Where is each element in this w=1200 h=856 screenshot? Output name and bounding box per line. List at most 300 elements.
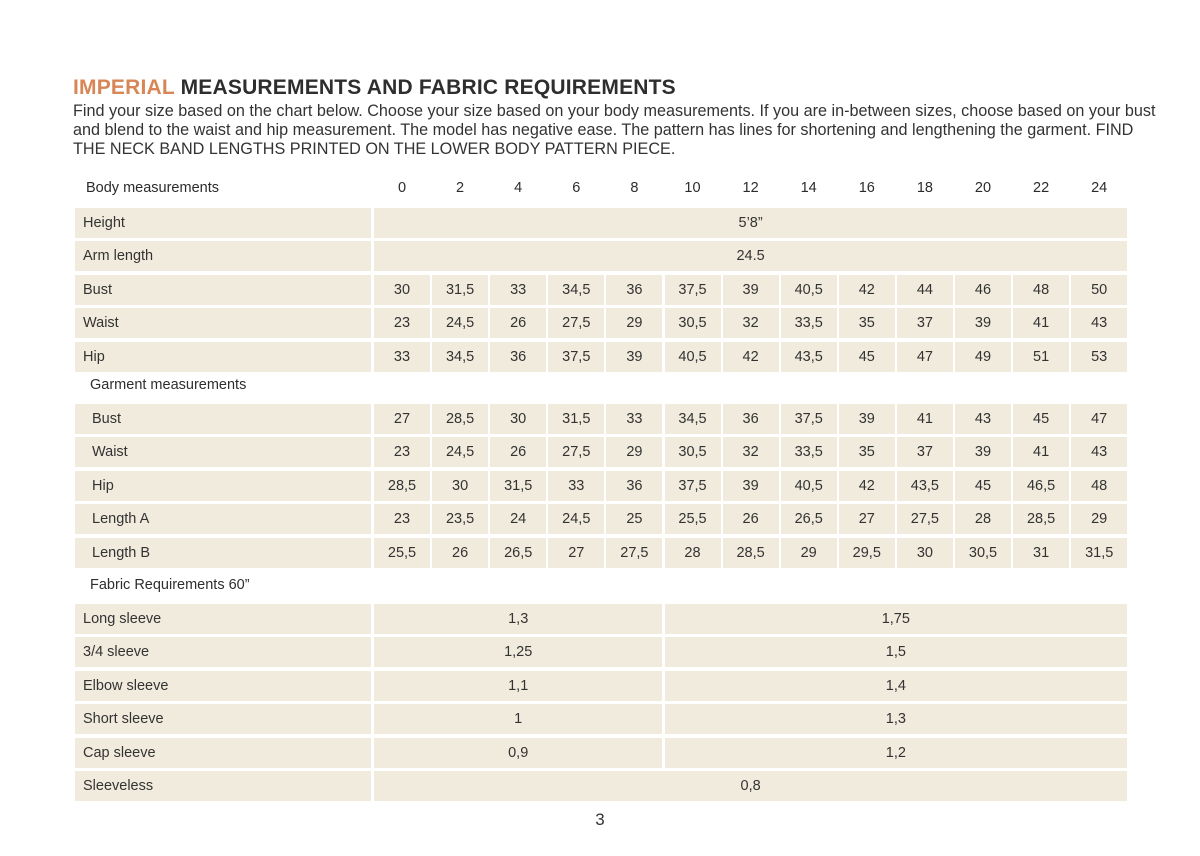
- cell-value: 25,5: [678, 511, 707, 527]
- table-cell: [1071, 504, 1127, 534]
- cell-value: 31,5: [562, 411, 591, 427]
- cell-value: 30,5: [678, 315, 707, 331]
- table-cell: [548, 404, 604, 434]
- cell-value: 30: [393, 282, 411, 298]
- cell-value: 33,5: [794, 444, 823, 460]
- fabric-small-sizes: 1,3: [508, 611, 529, 627]
- table-cell: [548, 471, 604, 501]
- size-heading: 8: [630, 180, 639, 196]
- table-cell: [665, 538, 721, 568]
- row-label-cell: [75, 771, 371, 801]
- table-cell: [955, 308, 1011, 338]
- cell-value: 39: [974, 315, 992, 331]
- cell-value: 26: [510, 444, 527, 460]
- cell-value: 29: [1091, 511, 1108, 527]
- cell-value: 33: [568, 478, 585, 494]
- size-heading: 16: [858, 180, 875, 196]
- table-row: [0, 342, 1200, 372]
- table-cell: [490, 504, 546, 534]
- table-cell: [606, 342, 662, 372]
- table-cell: [1013, 275, 1069, 305]
- row-label: Length B: [92, 545, 151, 561]
- table-cell: [839, 504, 895, 534]
- cell-value: 41: [1033, 315, 1050, 331]
- row-label: Bust: [92, 411, 122, 427]
- row-label-cell: [75, 275, 371, 305]
- cell-value: 28,5: [736, 545, 765, 561]
- cell-value: 32: [742, 315, 759, 331]
- table-cell: [897, 275, 953, 305]
- table-cell: [665, 437, 721, 467]
- cell-value: 27: [858, 511, 875, 527]
- cell-value: 43,5: [794, 349, 823, 365]
- cell-value: 25: [626, 511, 643, 527]
- table-row: [0, 471, 1200, 501]
- table-cell: [665, 704, 1128, 734]
- cell-value: 34,5: [562, 282, 591, 298]
- table-row: [0, 275, 1200, 305]
- table-cell: [374, 404, 430, 434]
- table-cell: [432, 437, 488, 467]
- size-heading: 18: [916, 180, 933, 196]
- table-cell: [490, 342, 546, 372]
- cell-value: 29,5: [852, 545, 881, 561]
- cell-value: 41: [1033, 444, 1050, 460]
- cell-value: 29: [626, 315, 643, 331]
- cell-value: 29: [800, 545, 817, 561]
- table-cell: [723, 404, 779, 434]
- table-cell: [374, 342, 430, 372]
- cell-value: 42: [742, 349, 759, 365]
- table-row: [0, 671, 1200, 701]
- cell-value: 50: [1091, 282, 1108, 298]
- cell-value: 46: [974, 282, 992, 298]
- cell-value: 43: [1091, 315, 1108, 331]
- table-cell: [665, 604, 1128, 634]
- table-cell: [1071, 404, 1127, 434]
- size-heading: 10: [684, 180, 701, 196]
- cell-value: 39: [858, 411, 875, 427]
- table-cell: [955, 275, 1011, 305]
- table-cell: [1071, 538, 1127, 568]
- cell-value: 27,5: [620, 545, 649, 561]
- cell-value: 40,5: [678, 349, 707, 365]
- row-label: Elbow sleeve: [83, 678, 169, 694]
- table-cell: [955, 342, 1011, 372]
- table-cell: [723, 437, 779, 467]
- table-cell: [665, 342, 721, 372]
- table-cell: [606, 504, 662, 534]
- size-heading: 6: [572, 180, 581, 196]
- row-label-cell: [75, 538, 371, 568]
- table-cell: [606, 538, 662, 568]
- cell-value: 31,5: [1085, 545, 1114, 561]
- cell-value: 25,5: [387, 545, 417, 561]
- cell-value: 37: [916, 444, 933, 460]
- size-heading: 24: [1091, 180, 1108, 196]
- table-cell: [374, 637, 662, 667]
- spanned-value: 24.5: [736, 248, 765, 264]
- cell-value: 43,5: [910, 478, 939, 494]
- table-cell: [1013, 437, 1069, 467]
- cell-value: 23: [393, 315, 411, 331]
- table-cell: [665, 275, 721, 305]
- table-cell: [955, 437, 1011, 467]
- row-label: Waist: [92, 444, 128, 460]
- table-row: [0, 404, 1200, 434]
- cell-value: 43: [974, 411, 992, 427]
- size-header-row: [0, 178, 1200, 200]
- cell-value: 35: [858, 444, 875, 460]
- cell-value: 40,5: [794, 282, 823, 298]
- table-cell: [1013, 308, 1069, 338]
- table-cell: [374, 437, 430, 467]
- row-label-cell: [75, 437, 371, 467]
- table-cell: [606, 437, 662, 467]
- cell-value: 28: [974, 511, 992, 527]
- table-cell: [548, 342, 604, 372]
- table-cell: [723, 308, 779, 338]
- cell-value: 27,5: [910, 511, 939, 527]
- cell-value: 37,5: [794, 411, 823, 427]
- table-cell: [490, 275, 546, 305]
- table-cell: [374, 671, 662, 701]
- cell-value: 24,5: [445, 315, 475, 331]
- cell-value: 45: [974, 478, 992, 494]
- table-cell: [1013, 404, 1069, 434]
- cell-value: 24: [510, 511, 527, 527]
- table-cell: [432, 342, 488, 372]
- table-cell: [665, 308, 721, 338]
- size-heading: 0: [397, 180, 407, 196]
- cell-value: 37,5: [678, 282, 707, 298]
- table-cell: [1013, 504, 1069, 534]
- table-cell: [432, 404, 488, 434]
- row-label-cell: [75, 704, 371, 734]
- cell-value: 32: [742, 444, 759, 460]
- row-label-cell: [75, 738, 371, 768]
- table-cell: [955, 404, 1011, 434]
- table-cell: [665, 404, 721, 434]
- row-label: Short sleeve: [83, 711, 164, 727]
- table-cell: [781, 404, 837, 434]
- table-cell: [432, 538, 488, 568]
- row-label: Sleeveless: [83, 778, 154, 794]
- size-heading: 14: [800, 180, 817, 196]
- cell-value: 23,5: [445, 511, 475, 527]
- table-cell: [548, 504, 604, 534]
- cell-value: 48: [1091, 478, 1108, 494]
- row-label: Bust: [83, 282, 113, 298]
- cell-value: 28,5: [445, 411, 475, 427]
- table-cell: [781, 308, 837, 338]
- table-cell: [374, 471, 430, 501]
- table-cell: [490, 538, 546, 568]
- cell-value: 35: [858, 315, 875, 331]
- table-cell: [432, 471, 488, 501]
- table-cell: [1071, 275, 1127, 305]
- table-cell: [897, 538, 953, 568]
- table-cell: [548, 275, 604, 305]
- row-label: Cap sleeve: [83, 745, 156, 761]
- fabric-large-sizes: 1,3: [885, 711, 906, 727]
- table-cell: [606, 275, 662, 305]
- cell-value: 26: [452, 545, 469, 561]
- size-heading: 20: [974, 180, 992, 196]
- table-cell: [606, 404, 662, 434]
- table-cell: [839, 538, 895, 568]
- table-cell: [1013, 342, 1069, 372]
- cell-value: 51: [1033, 349, 1050, 365]
- table-cell: [781, 471, 837, 501]
- table-cell: [432, 308, 488, 338]
- row-label-cell: [75, 308, 371, 338]
- cell-value: 49: [974, 349, 992, 365]
- fabric-small-sizes: 0,9: [508, 745, 529, 761]
- table-row: [0, 704, 1200, 734]
- table-cell: [781, 538, 837, 568]
- table-cell: [606, 471, 662, 501]
- row-label: Arm length: [83, 248, 154, 264]
- table-cell: [490, 437, 546, 467]
- body-measurements-heading: Body measurements: [86, 180, 219, 196]
- table-cell: [897, 308, 953, 338]
- cell-value: 37,5: [562, 349, 591, 365]
- fabric-requirements-heading: [0, 575, 1200, 597]
- cell-value: 30: [916, 545, 933, 561]
- page-title: [73, 76, 676, 100]
- row-label-cell: [75, 208, 371, 238]
- cell-value: 47: [916, 349, 933, 365]
- cell-value: 36: [510, 349, 527, 365]
- row-label-cell: [75, 404, 371, 434]
- cell-value: 39: [742, 282, 759, 298]
- table-cell: [839, 342, 895, 372]
- cell-value: 39: [742, 478, 759, 494]
- table-cell: [490, 471, 546, 501]
- cell-value: 48: [1033, 282, 1050, 298]
- cell-value: 43: [1091, 444, 1108, 460]
- cell-value: 34,5: [445, 349, 475, 365]
- size-heading: 4: [514, 180, 523, 196]
- table-cell: [1013, 471, 1069, 501]
- table-cell: [374, 504, 430, 534]
- table-cell: [374, 704, 662, 734]
- row-label: Waist: [83, 315, 119, 331]
- cell-value: 26,5: [794, 511, 823, 527]
- fabric-small-sizes: 1,25: [504, 644, 533, 660]
- table-cell: [839, 437, 895, 467]
- row-label: Hip: [92, 478, 114, 494]
- table-cell: [897, 404, 953, 434]
- cell-value: 31,5: [445, 282, 475, 298]
- fabric-large-sizes: 1,4: [885, 678, 906, 694]
- garment-measurements-heading-label: Garment measurements: [90, 377, 247, 393]
- cell-value: 26: [510, 315, 527, 331]
- row-label-cell: [75, 637, 371, 667]
- table-cell: [897, 437, 953, 467]
- table-cell: [432, 275, 488, 305]
- cell-value: 28,5: [387, 478, 417, 494]
- table-cell: [723, 471, 779, 501]
- cell-value: 46,5: [1026, 478, 1056, 494]
- size-heading: 22: [1033, 180, 1050, 196]
- table-cell: [665, 637, 1128, 667]
- table-cell: [781, 342, 837, 372]
- row-label-cell: [75, 504, 371, 534]
- spanned-value: 5’8”: [738, 215, 763, 231]
- table-cell: [665, 504, 721, 534]
- cell-value: 26,5: [504, 545, 533, 561]
- cell-value: 27,5: [562, 315, 591, 331]
- table-row: [0, 538, 1200, 568]
- table-cell: [723, 275, 779, 305]
- table-cell: [490, 404, 546, 434]
- table-cell: [1071, 308, 1127, 338]
- page-number: 3: [595, 810, 605, 829]
- cell-value: 36: [742, 411, 759, 427]
- table-row: [0, 504, 1200, 534]
- cell-value: 53: [1091, 349, 1108, 365]
- table-cell: [374, 308, 430, 338]
- cell-value: 33,5: [794, 315, 823, 331]
- cell-value: 40,5: [794, 478, 823, 494]
- table-cell: [723, 342, 779, 372]
- table-row: [0, 437, 1200, 467]
- table-cell: [1071, 471, 1127, 501]
- row-label: Hip: [83, 349, 105, 365]
- table-row: [0, 738, 1200, 768]
- cell-value: 33: [626, 411, 643, 427]
- cell-value: 39: [626, 349, 643, 365]
- cell-value: 24,5: [562, 511, 591, 527]
- table-cell: [665, 471, 721, 501]
- table-row: [0, 604, 1200, 634]
- table-row: [0, 308, 1200, 338]
- cell-value: 34,5: [678, 411, 707, 427]
- table-cell: [839, 308, 895, 338]
- row-label-cell: [75, 671, 371, 701]
- row-label-cell: [75, 241, 371, 271]
- table-cell: [897, 342, 953, 372]
- fabric-large-sizes: 1,5: [885, 644, 906, 660]
- cell-value: 28: [684, 545, 701, 561]
- title-accent: IMPERIAL: [73, 76, 175, 99]
- cell-value: 45: [858, 349, 875, 365]
- table-cell: [1071, 342, 1127, 372]
- table-cell: [1071, 437, 1127, 467]
- cell-value: 31,5: [504, 478, 533, 494]
- table-cell: [374, 604, 662, 634]
- table-cell: [897, 471, 953, 501]
- table-cell: [1013, 538, 1069, 568]
- title-rest: MEASUREMENTS AND FABRIC REQUIREMENTS: [174, 76, 676, 99]
- table-cell: [374, 538, 430, 568]
- cell-value: 47: [1091, 411, 1108, 427]
- table-cell: [606, 308, 662, 338]
- fabric-large-sizes: 1,2: [885, 745, 906, 761]
- cell-value: 24,5: [445, 444, 475, 460]
- table-cell: [955, 471, 1011, 501]
- cell-value: 27,5: [562, 444, 591, 460]
- table-cell: [374, 771, 1127, 801]
- intro-text: Find your size based on the chart below. Choose your size based on your body measurements. If you are in-between sizes, choose based on your bust and blend to the waist and hip measurement. The model has negative ease. The pattern has lines for shortening and lengthening the garment. FIND THE NECK BAND LENGTHS PRINTED ON THE LOWER BODY PATTERN PIECE.: [73, 102, 1156, 158]
- cell-value: 23: [393, 511, 411, 527]
- table-cell: [548, 308, 604, 338]
- cell-value: 37,5: [678, 478, 707, 494]
- row-label: Height: [83, 215, 125, 231]
- table-cell: [955, 538, 1011, 568]
- table-cell: [548, 538, 604, 568]
- cell-value: 41: [916, 411, 933, 427]
- cell-value: 30,5: [968, 545, 998, 561]
- cell-value: 30: [452, 478, 469, 494]
- fabric-small-sizes: 1: [514, 711, 523, 727]
- cell-value: 44: [916, 282, 933, 298]
- size-heading: 2: [456, 180, 465, 196]
- table-row: [0, 771, 1200, 801]
- row-label: 3/4 sleeve: [83, 644, 150, 660]
- cell-value: 30: [510, 411, 527, 427]
- table-row: [0, 241, 1200, 271]
- table-row: [0, 637, 1200, 667]
- table-cell: [839, 404, 895, 434]
- table-cell: [781, 275, 837, 305]
- table-cell: [374, 275, 430, 305]
- row-label-cell: [75, 604, 371, 634]
- table-cell: [374, 738, 662, 768]
- table-cell: [374, 208, 1127, 238]
- cell-value: 26: [742, 511, 759, 527]
- fabric-requirements-heading-label: Fabric Requirements 60”: [90, 577, 250, 593]
- table-cell: [723, 504, 779, 534]
- garment-measurements-heading: [0, 375, 1200, 397]
- cell-value: 33: [393, 349, 411, 365]
- table-cell: [781, 504, 837, 534]
- table-row: [0, 208, 1200, 238]
- fabric-small-sizes: 1,1: [508, 678, 529, 694]
- cell-value: 45: [1033, 411, 1050, 427]
- table-cell: [374, 241, 1127, 271]
- cell-value: 39: [974, 444, 992, 460]
- fabric-large-sizes: 1,75: [881, 611, 910, 627]
- table-cell: [665, 671, 1128, 701]
- cell-value: 31: [1033, 545, 1050, 561]
- cell-value: 27: [568, 545, 585, 561]
- table-cell: [432, 504, 488, 534]
- table-cell: [897, 504, 953, 534]
- cell-value: 29: [626, 444, 643, 460]
- cell-value: 36: [626, 478, 643, 494]
- cell-value: 37: [916, 315, 933, 331]
- table-cell: [665, 738, 1128, 768]
- spanned-value: 0,8: [740, 778, 761, 794]
- cell-value: 30,5: [678, 444, 707, 460]
- row-label: Long sleeve: [83, 611, 162, 627]
- cell-value: 33: [510, 282, 527, 298]
- row-label: Length A: [92, 511, 150, 527]
- cell-value: 28,5: [1026, 511, 1056, 527]
- row-label-cell: [75, 471, 371, 501]
- table-cell: [839, 471, 895, 501]
- table-cell: [839, 275, 895, 305]
- cell-value: 42: [858, 478, 875, 494]
- cell-value: 42: [858, 282, 875, 298]
- cell-value: 23: [393, 444, 411, 460]
- cell-value: 27: [393, 411, 411, 427]
- table-cell: [723, 538, 779, 568]
- size-heading: 12: [742, 180, 759, 196]
